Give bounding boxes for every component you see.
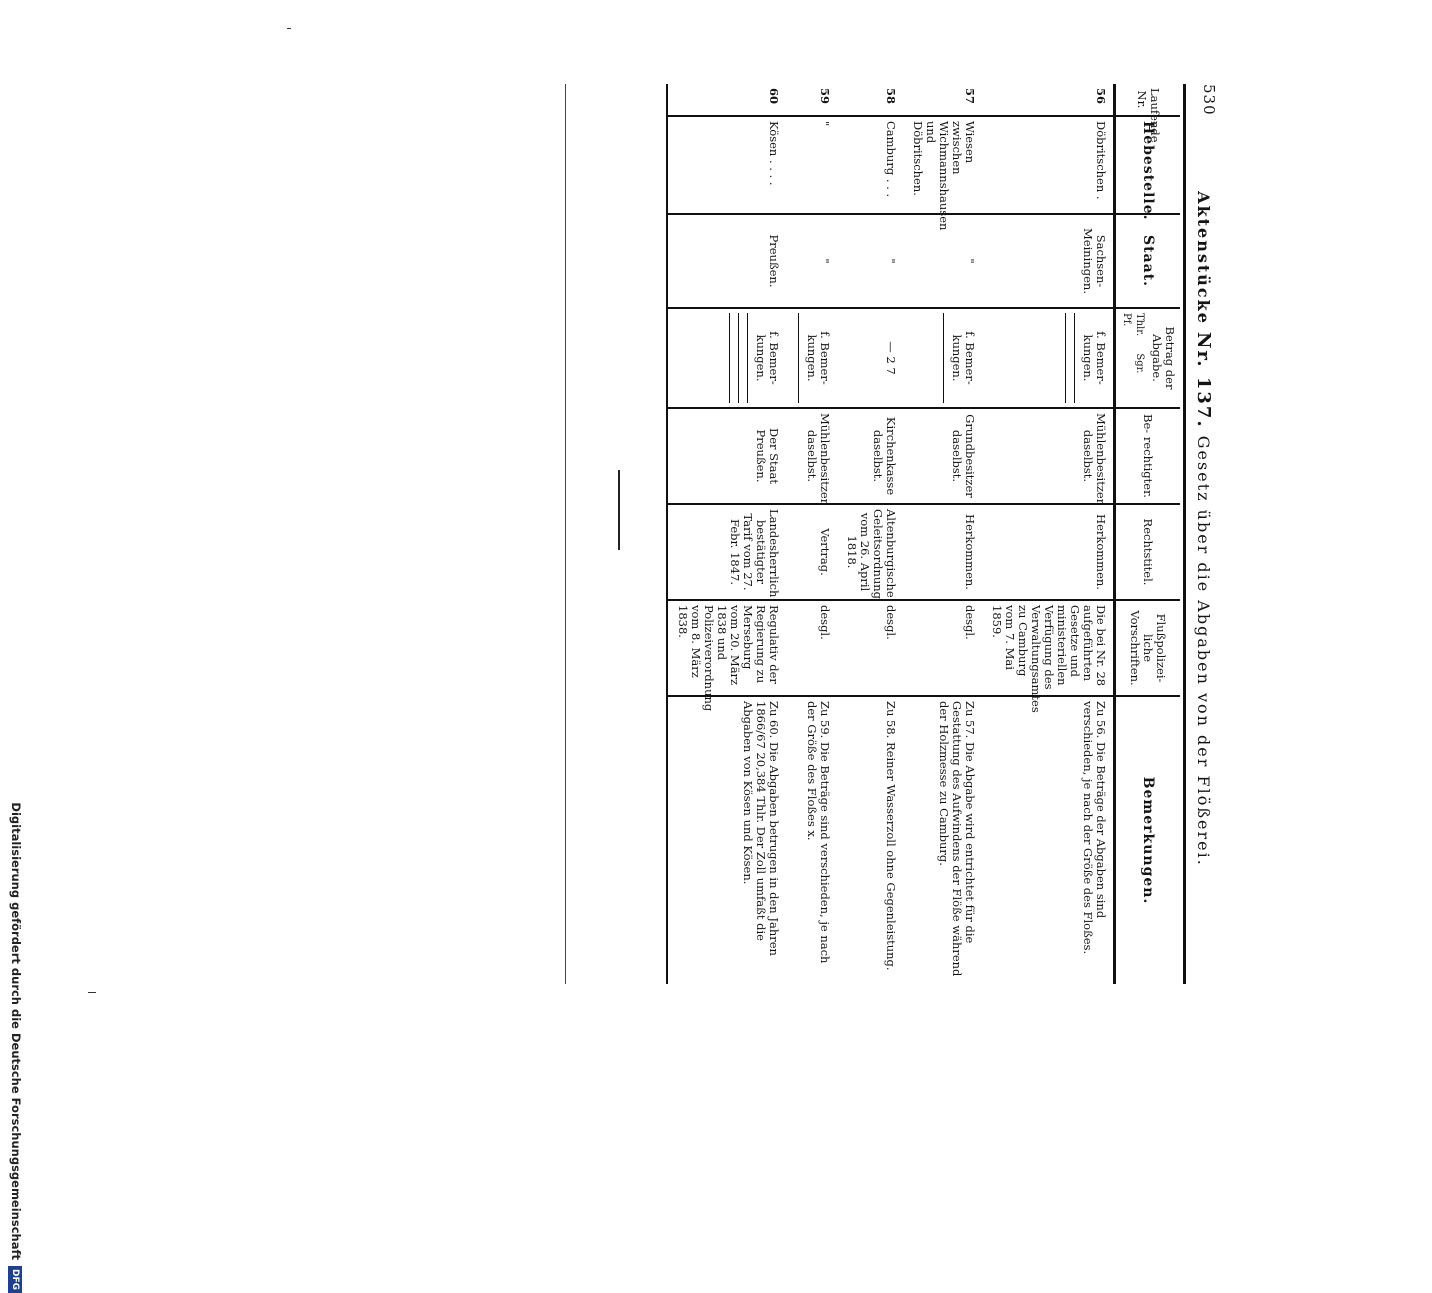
page-number: 530: [1200, 84, 1218, 116]
row-hebestelle: ": [786, 116, 837, 214]
table-row: [786, 84, 837, 984]
ruled-lines: [725, 313, 748, 403]
row-staat: ": [786, 214, 837, 308]
title-lead: Aktenstücke: [1194, 191, 1213, 325]
header-betrag: [1115, 308, 1181, 408]
page-bottom-rule: [565, 84, 566, 984]
header-betrag-units: [1120, 313, 1146, 403]
scan-speck: [287, 28, 291, 29]
row-vorschriften: desgl.: [786, 600, 837, 696]
row-berechtigter: Kirchenkasse daselbst.: [837, 408, 903, 504]
row-berechtigter: Mühlenbesitzer daselbst.: [786, 408, 837, 504]
row-betrag-text: f. Bemer- kungen.: [950, 331, 977, 385]
row-staat: Sachsen- Meiningen.: [982, 214, 1115, 308]
unit-sgr: Sgr.: [1134, 353, 1145, 374]
row-hebestelle: Wiesen zwischen Wichmannshausen und Döbritschen.: [903, 116, 982, 214]
row-bemerkung: Zu 58. Reiner Wasserzoll ohne Gegenleistung.: [837, 696, 903, 984]
unit-thlr: Thlr.: [1134, 313, 1145, 337]
page-title: [1193, 84, 1214, 974]
row-betrag: [667, 308, 786, 408]
levy-table: [666, 84, 1180, 984]
row-berechtigter: Der Staat Preußen.: [667, 408, 786, 504]
row-nr: 57: [963, 88, 977, 105]
row-berechtigter: Grundbesitzer daselbst.: [903, 408, 982, 504]
table-row: [982, 84, 1115, 984]
row-staat: Preußen.: [667, 214, 786, 308]
row-staat: ": [837, 214, 903, 308]
header-bemerkungen: Bemerkungen.: [1115, 696, 1181, 984]
row-rechtstitel: Altenburgische Geleitsordnung vom 26. April 1818.: [837, 504, 903, 600]
scan-speck: [88, 992, 96, 993]
table-row: [903, 84, 982, 984]
row-nr: 58: [884, 88, 898, 105]
row-rechtstitel: Herkommen.: [982, 504, 1115, 600]
row-bemerkung: Zu 56. Die Beträge der Abgaben sind verschieden, je nach der Größe des Floßes.: [982, 696, 1115, 984]
header-betrag-label: Betrag der Abgabe.: [1150, 326, 1177, 390]
digitization-credit: [5, 293, 27, 1293]
row-betrag-text: f. Bemer- kungen.: [805, 331, 832, 385]
row-rechtstitel: Herkommen.: [903, 504, 982, 600]
header-hebestelle: Hebestelle.: [1115, 116, 1181, 214]
row-vorschriften: Die bei Nr. 28 aufgeführten Gesetze und ministeriellen Verfügung des Verwaltungsamtes zu Camburg vom 7. Mai 1859.: [982, 600, 1115, 696]
ruled-lines: [1061, 313, 1075, 403]
row-staat: ": [903, 214, 982, 308]
row-bemerkung: Zu 57. Die Abgabe wird entrichtet für die Gestattung des Aufwindens der Flöße während der Holzmesse zu Camburg.: [903, 696, 982, 984]
row-betrag: [786, 308, 837, 408]
table-row: [837, 84, 903, 984]
dfg-logo-badge: DFG: [9, 1266, 23, 1293]
ruled-lines: [794, 313, 799, 403]
table-row: [667, 84, 786, 984]
row-bemerkung: Zu 59. Die Beträge sind verschieden, je nach der Größe des Floßes x.: [786, 696, 837, 984]
header-rechtstitel: Rechtstitel.: [1115, 504, 1181, 600]
unit-pf: Pf.: [1121, 313, 1132, 327]
title-number: Nr. 137.: [1193, 332, 1214, 429]
header-staat: Staat.: [1115, 214, 1181, 308]
row-hebestelle: Camburg . . .: [837, 116, 903, 214]
row-vorschriften: desgl.: [903, 600, 982, 696]
row-nr: 56: [1094, 88, 1108, 105]
row-betrag-text: f. Bemer- kungen.: [1081, 331, 1108, 385]
row-hebestelle: Döbritschen .: [982, 116, 1115, 214]
title-rule: [1183, 84, 1186, 984]
row-rechtstitel: Landesherrlich bestätigter Tarif vom 27. Febr. 1847.: [667, 504, 786, 600]
row-bemerkung: Zu 60. Die Abgaben betrugen in den Jahren 1866/67 20,384 Thlr. Der Zoll umfaßt die Abgaben von Kösen und Kösen.: [667, 696, 786, 984]
header-vorschriften: Flußpolizei- liche Vorschriften.: [1115, 600, 1181, 696]
row-vorschriften: Regulativ der Regierung zu Merseburg vom 20. März 1838 und Polizeiverordnung vom 8. März 1838.: [667, 600, 786, 696]
row-vorschriften: desgl.: [837, 600, 903, 696]
row-hebestelle: Kösen . . . .: [667, 116, 786, 214]
row-rechtstitel: Vertrag.: [786, 504, 837, 600]
row-nr: 59: [818, 88, 832, 105]
rotated-document-page: [526, 84, 1226, 984]
title-rest: Gesetz über die Abgaben von der Flößerei.: [1194, 435, 1213, 867]
header-berechtigter: Be- rechtigter.: [1115, 408, 1181, 504]
credit-text: Digitalisierung gefördert durch die Deutsche Forschungsgemeinschaft: [9, 802, 23, 1260]
row-berechtigter: Mühlenbesitzer daselbst.: [982, 408, 1115, 504]
row-betrag: [982, 308, 1115, 408]
table-header-row: [1115, 84, 1181, 984]
row-betrag: — 2 7: [837, 308, 903, 408]
row-betrag: [903, 308, 982, 408]
row-betrag-text: f. Bemer- kungen.: [754, 331, 781, 385]
ruled-lines: [939, 313, 944, 403]
header-nr: Laufende Nr.: [1115, 84, 1181, 116]
row-nr: 60: [667, 84, 786, 116]
